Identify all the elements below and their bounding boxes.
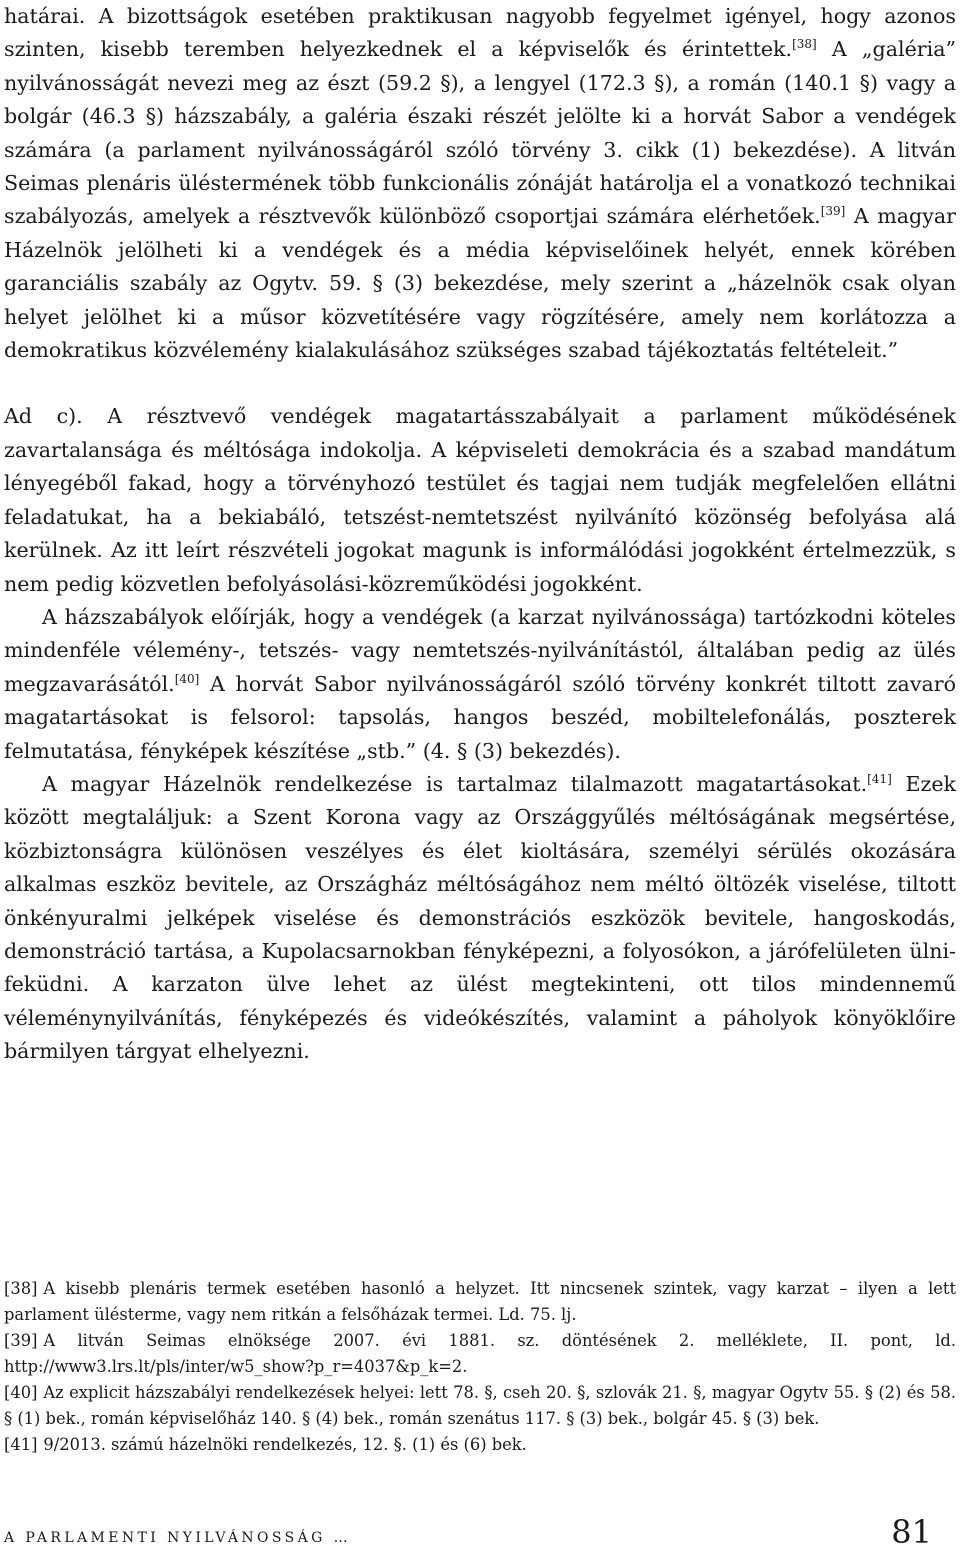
paragraph-text: A horvát Sabor nyilvánosságáról szóló törvény konkrét tiltott zavaró magatartásokat is felsorol: tapsolás, hangos beszéd, mobiltelefonálás, poszterek felmutatása, fényképek készítése „stb.” (4. § (3) bekezdés).	[4, 671, 956, 763]
running-footer	[4, 1513, 932, 1554]
footnote-ref-38[interactable]: [38]	[792, 37, 817, 52]
paragraph-text: A házszabályok előírják, hogy a vendégek (a karzat nyilvánossága) tartózkodni köteles mindenféle vélemény-, tetszés- vagy nemtetszés-nyilvánítástól, általában pedig az ülés megzavarásától.	[4, 604, 956, 696]
footnote-ref-40[interactable]: [40]	[174, 671, 200, 686]
paragraph-text: A magyar Házelnök rendelkezése is tartalmaz tilalmazott magatartásokat.	[42, 771, 868, 796]
footnote-40	[4, 1380, 956, 1432]
footnote-number: [41]	[4, 1435, 38, 1454]
paragraph-text: határai. A bizottságok esetében praktikusan nagyobb fegyelmet igényel, hogy azonos szinten, kisebb teremben helyezkednek el a képviselők és érintettek.	[4, 4, 956, 62]
paragraph-house-rules	[4, 601, 956, 768]
footnote-ref-41[interactable]: [41]	[867, 772, 892, 787]
paragraph-text: Ad c). A résztvevő vendégek magatartásszabályait a parlament működésének zavartalansága és méltósága indokolja. A képviseleti demokrácia és a szabad mandátum lényegéből fakad, hogy a törvényhozó testület és tagjai nem tudják megfelelően ellátni feladatukat, ha a bekiabáló, tetszést-nemtetszést nyilvánító közönség befolyása alá kerülnek. Az itt leírt részvételi jogokat magunk is informálódási jogokként értelmezzük, s nem pedig közvetlen befolyásolási-közreműködési jogokként.	[4, 404, 956, 596]
footnote-text: Az explicit házszabályi rendelkezések helyei: lett 78. §, cseh 20. §, szlovák 21. §, magyar Ogytv 55. § (2) és 58. § (1) bek., román képviselőház 140. § (4) bek., román szenátus 117. § (3) bek., bolgár 45. § (3) bek.	[4, 1383, 956, 1428]
paragraph-ad-c	[4, 400, 956, 600]
body-text	[4, 0, 956, 1069]
footnote-number: [39]	[4, 1331, 38, 1350]
page-number: 81	[891, 1513, 932, 1551]
footnote-41	[4, 1432, 956, 1458]
footnote-number: [38]	[4, 1279, 38, 1298]
footnote-text: A kisebb plenáris termek esetében hasonló a helyzet. Itt nincsenek szintek, vagy karzat – ilyen a lett parlament ülésterme, vagy nem ritkán a felsőházak termei. Ld. 75. lj.	[4, 1279, 956, 1324]
footnote-number: [40]	[4, 1383, 38, 1402]
running-title: A PARLAMENTI NYILVÁNOSSÁG …	[4, 1530, 352, 1546]
paragraph-text: A magyar Házelnök jelölheti ki a vendégek és a média képviselőinek helyét, ennek körében garanciális szabály az Ogytv. 59. § (3) bekezdése, mely szerint a „házelnök csak olyan helyet jelölhet ki a műsor közvetítésére vagy rögzítésére, amely nem korlátozza a demokratikus közvélemény kialakulásához szükséges szabad tájékoztatás feltételeit.”	[4, 204, 956, 363]
footnotes	[4, 1276, 956, 1458]
paragraph-speaker-order	[4, 768, 956, 1069]
footnote-text: 9/2013. számú házelnöki rendelkezés, 12. §. (1) és (6) bek.	[43, 1435, 527, 1454]
footnote-ref-39[interactable]: [39]	[820, 204, 846, 219]
footnote-text: A litván Seimas elnöksége 2007. évi 1881. sz. döntésének 2. melléklete, II. pont, ld. http://www3.lrs.lt/pls/inter/w5_show?p_r=4037&p_k=2.	[4, 1331, 956, 1376]
footnote-39	[4, 1328, 956, 1380]
paragraph-galleria	[4, 0, 956, 367]
paragraph-text: Ezek között megtaláljuk: a Szent Korona vagy az Országgyűlés méltóságának megsértése, közbiztonságra különösen veszélyes és élet kioltására, személyi sérülés okozására alkalmas eszköz bevitele, az Országház méltóságához nem méltó öltözék viselése, tiltott önkényuralmi jelképek viselése és demonstrációs eszközök bevitele, hangoskodás, demonstráció tartása, a Kupolacsarnokban fényképezni, a folyosókon, a járófelületen ülni-feküdni. A karzaton ülve lehet az ülést megtekinteni, ott tilos mindennemű véleménynyilvánítás, fényképezés és videókészítés, valamint a páholyok könyöklőire bármilyen tárgyat elhelyezni.	[4, 771, 956, 1064]
paragraph-text: A „galéria” nyilvánosságát nevezi meg az észt (59.2 §), a lengyel (172.3 §), a román (140.1 §) vagy a bolgár (46.3 §) házszabály, a galéria északi részét jelölte ki a horvát Sabor a vendégek számára (a parlament nyilvánosságáról szóló törvény 3. cikk (1) bekezdése). A litván Seimas plenáris üléstermének több funkcionális zónáját határolja el a vonatkozó technikai szabályozás, amelyek a résztvevők különböző csoportjai számára elérhetőek.	[4, 37, 956, 229]
footnote-38	[4, 1276, 956, 1328]
